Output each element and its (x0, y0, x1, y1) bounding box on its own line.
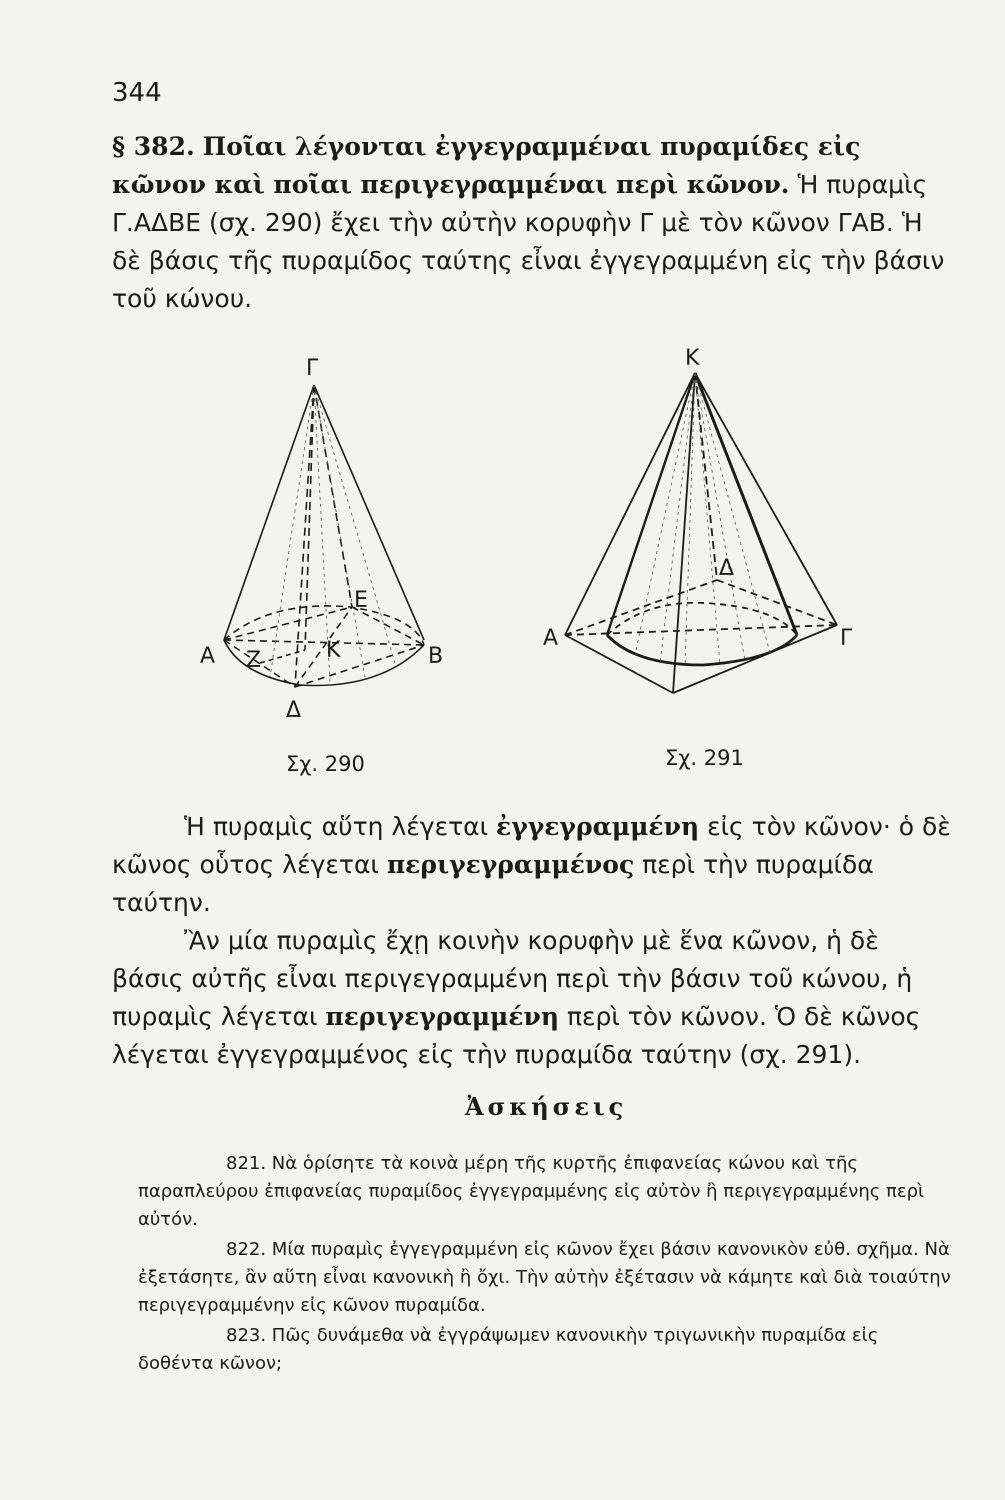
main-paragraph (112, 808, 952, 1074)
caption-figure-291: Σχ. 291 (665, 746, 744, 770)
label-epsilon: Ε (354, 588, 368, 613)
label-delta: Δ (286, 698, 302, 723)
cone-generator-right (314, 385, 424, 640)
exercises-heading: Ἀσκήσεις (465, 1092, 628, 1121)
paragraph-sentence-2 (112, 922, 952, 1074)
pyramid-edge-left (565, 373, 695, 635)
text-fragment: περὶ τὸν κῶνον. Ὁ δὲ κῶνος λέγεται ἐγγεγραμμένος εἰς τὴν πυραμίδα ταύτην (σχ. 291). (112, 1002, 921, 1069)
label-beta: Β (428, 644, 444, 669)
paragraph-sentence-1 (112, 808, 952, 922)
pyramid-base-right (673, 625, 837, 693)
cone-side-right (695, 373, 797, 635)
apothem-base (260, 650, 305, 663)
figure-290 (180, 345, 470, 725)
section-number: § 382. (112, 132, 195, 161)
label-delta: Δ (719, 556, 735, 581)
cone-side-left (607, 373, 695, 635)
pyramid-edge-right (695, 373, 837, 625)
label-alpha: Α (543, 626, 559, 651)
label-zeta: Ζ (246, 648, 262, 673)
caption-figure-290: Σχ. 290 (286, 752, 365, 776)
cone-generator-left (224, 385, 314, 640)
cone-base-front (607, 635, 797, 665)
exercise-822: 822. Μία πυραμὶς ἐγγεγραμμένη εἰς κῶνον ἔχει βάσιν κανονικὸν εὐθ. σχῆμα. Νὰ ἐξετάσητε, ἂν αὕτη εἶναι κανονικὴ ἢ ὄχι. Τὴν αὐτὴν ἐξέτασιν νὰ κάμητε καὶ διὰ τοιαύτην περιγεγραμμένην εἰς κῶνον πυραμίδα. (138, 1239, 951, 1316)
label-alpha: Α (200, 644, 216, 669)
term-circumscribed: περιγεγραμμένη (325, 1002, 560, 1031)
term-inscribed: ἐγγεγραμμένη (496, 812, 700, 841)
base-diameter (224, 640, 424, 645)
figure-291 (535, 335, 880, 725)
section-title: Ποῖαι λέγονται ἐγγεγραμμέναι πυραμίδες εἰς κῶνον καὶ ποῖαι περιγεγραμμέναι περὶ κῶνον. (112, 132, 861, 199)
section-text: Ἡ πυραμὶς Γ.ΑΔΒΕ (σχ. 290) ἔχει τὴν αὐτὴν κορυφὴν Γ μὲ τὸν κῶνον ΓΑΒ. Ἡ δὲ βάσις τῆς πυραμίδος ταύτης εἶναι ἐγγεγραμμένη εἰς τὴν βάσιν τοῦ κώνου. (112, 170, 945, 313)
cone-base-back (224, 606, 424, 645)
text-fragment: περὶ τὴν πυραμίδα ταύτην. (112, 850, 874, 917)
exercise-823: 823. Πῶς δυνάμεθα νὰ ἐγγράψωμεν κανονικὴν τριγωνικὴν πυραμίδα εἰς δοθέντα κῶνον; (138, 1325, 879, 1374)
label-kappa: Κ (326, 638, 341, 663)
section-paragraph (112, 128, 952, 318)
text-fragment: Ἡ πυραμὶς αὕτη λέγεται (184, 812, 497, 841)
text-fragment: εἰς τὸν κῶνον· ὁ δὲ κῶνος οὗτος λέγεται (112, 812, 951, 879)
pyramid-edge-front (673, 373, 695, 693)
exercise-821: 821. Νὰ ὁρίσητε τὰ κοινὰ μέρη τῆς κυρτῆς ἐπιφανείας κώνου καὶ τῆς παραπλεύρου ἐπιφανείας πυραμίδος ἐγγεγραμμένης εἰς αὐτὸν ἢ περιγεγραμμένης περὶ αὐτόν. (138, 1153, 925, 1230)
label-gamma: Γ (840, 626, 853, 651)
page-number: 344 (112, 78, 162, 108)
label-apex-kappa: Κ (685, 346, 700, 371)
cone-shading (635, 373, 770, 666)
term-circumscribed-cone: περιγεγραμμένος (386, 850, 635, 879)
base-diagonal (295, 607, 352, 687)
text-fragment: Ἂν μία πυραμὶς ἔχῃ κοινὴν κορυφὴν μὲ ἕνα κῶνον, ἡ δὲ βάσις αὐτῆς εἶναι περιγεγραμμένη περὶ τὴν βάσιν τοῦ κώνου, ἡ πυραμὶς λέγεται (112, 926, 913, 1031)
label-apex-gamma: Γ (306, 356, 319, 381)
